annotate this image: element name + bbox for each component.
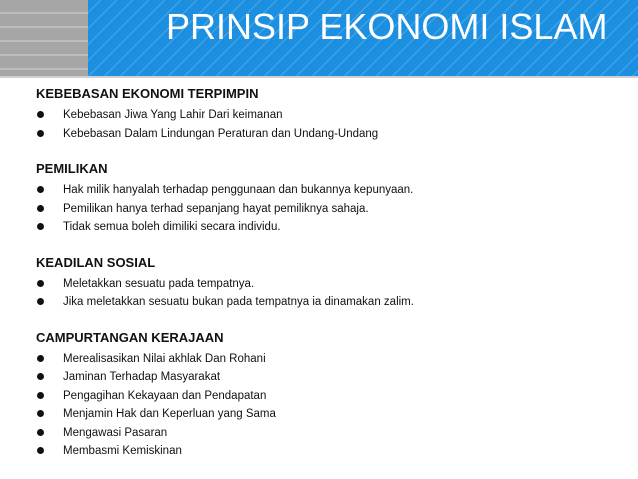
section-keadilan-sosial [36, 255, 626, 312]
bullet-dot-icon [37, 355, 44, 362]
section-gap [36, 312, 626, 330]
section-heading: CAMPURTANGAN KERAJAAN [36, 329, 224, 345]
list-item-text: Tidak semua boleh dimiliki secara individu. [63, 221, 281, 233]
list-item [36, 106, 626, 125]
panel-rule [0, 40, 88, 42]
list-item [36, 387, 626, 406]
grey-side-panel [0, 0, 88, 76]
list-item [36, 275, 626, 294]
list-item-text: Merealisasikan Nilai akhlak Dan Rohani [63, 352, 266, 365]
section-heading: PEMILIKAN [36, 161, 108, 176]
bullet-dot-icon [37, 111, 44, 118]
banner-divider [0, 76, 638, 78]
title-banner [0, 0, 638, 76]
list-item-text: Membasmi Kemiskinan [63, 445, 182, 457]
bullet-dot-icon [37, 298, 44, 305]
bullet-dot-icon [37, 410, 44, 417]
bullet-dot-icon [37, 280, 44, 287]
bullet-dot-icon [37, 130, 44, 137]
list-item [36, 350, 626, 369]
panel-rule [0, 68, 88, 70]
list-item-text: Hak milik hanyalah terhadap penggunaan dan bukannya kepunyaan. [63, 184, 414, 196]
bullet-list [36, 275, 626, 312]
list-item [36, 200, 626, 219]
page-title: PRINSIP EKONOMI ISLAM [166, 6, 608, 47]
panel-rule [0, 26, 88, 28]
list-item [36, 424, 626, 443]
list-item-text: Pemilikan hanya terhad sepanjang hayat pemiliknya sahaja. [63, 202, 369, 215]
panel-rule [0, 12, 88, 14]
section-campurtangan-kerajaan [36, 330, 626, 461]
bullet-dot-icon [37, 392, 44, 399]
list-item-text: Meletakkan sesuatu pada tempatnya. [63, 277, 255, 290]
bullet-list [36, 106, 626, 143]
list-item-text: Kebebasan Jiwa Yang Lahir Dari keimanan [63, 109, 283, 121]
list-item-text: Menjamin Hak dan Keperluan yang Sama [63, 408, 276, 420]
banner-stripe [616, 0, 638, 76]
section-gap [36, 237, 626, 255]
list-item [36, 368, 626, 387]
bullet-dot-icon [37, 205, 44, 212]
bullet-dot-icon [37, 373, 44, 380]
panel-rule [0, 54, 88, 56]
section-heading: KEBEBASAN EKONOMI TERPIMPIN [36, 86, 259, 101]
bullet-dot-icon [37, 186, 44, 193]
list-item [36, 125, 626, 144]
list-item-text: Jaminan Terhadap Masyarakat [63, 371, 221, 383]
section-gap [36, 143, 626, 161]
bullet-list [36, 181, 626, 237]
list-item-text: Kebebasan Dalam Lindungan Peraturan dan Undang-Undang [63, 127, 379, 140]
bullet-dot-icon [37, 429, 44, 436]
list-item-text: Jika meletakkan sesuatu bukan pada tempatnya ia dinamakan zalim. [63, 296, 414, 308]
list-item [36, 218, 626, 237]
list-item [36, 442, 626, 461]
bullet-list [36, 350, 626, 461]
section-pemilikan [36, 161, 626, 237]
list-item [36, 405, 626, 424]
bullet-dot-icon [37, 223, 44, 230]
bullet-dot-icon [37, 447, 44, 454]
list-item [36, 293, 626, 312]
list-item-text: Mengawasi Pasaran [63, 426, 168, 439]
section-heading: KEADILAN SOSIAL [36, 254, 156, 270]
list-item-text: Pengagihan Kekayaan dan Pendapatan [63, 389, 267, 402]
slide-body [36, 86, 626, 461]
section-kebebasan-ekonomi [36, 86, 626, 143]
list-item [36, 181, 626, 200]
